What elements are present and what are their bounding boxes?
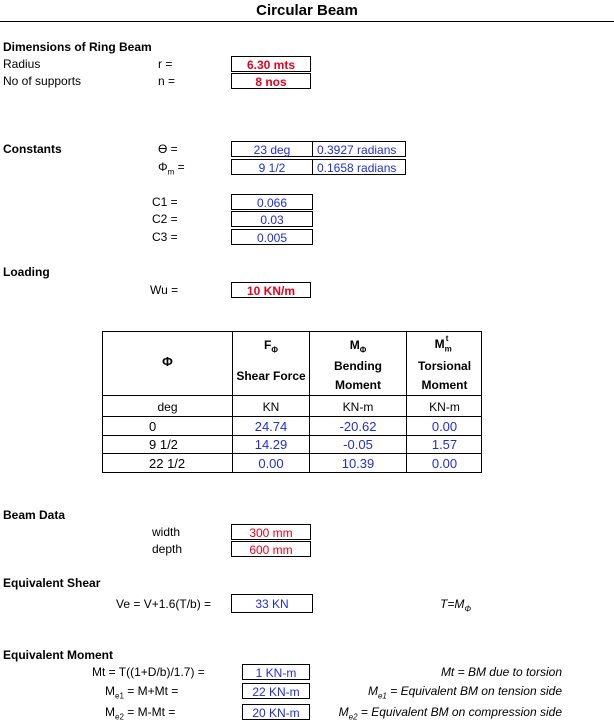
supports-label: No of supports [3, 74, 82, 88]
phim-symbol: $\Phi_m$ = [158, 160, 185, 177]
table-row-mt: 1.57 [431, 437, 458, 452]
unit-kn: KN [262, 400, 280, 414]
mt-formula: Mt = T((1+D/b)/1.7) = [92, 665, 205, 679]
phi-header: Φ [162, 354, 173, 369]
table-row-phi: 0 [149, 419, 157, 434]
me1-formula: $M_{e1} = M+Mt$ = [105, 684, 179, 701]
torsional-header: Torsional [417, 359, 472, 373]
table-row-m: -0.05 [343, 437, 373, 452]
table-row-phi: 22 1/2 [149, 456, 186, 471]
torsional-moment-header: Moment [421, 378, 468, 392]
mt-symbol-header: $M_m^t$ [434, 334, 452, 354]
depth-value-cell[interactable]: 600 mm [231, 541, 311, 557]
me1-value-cell[interactable]: 22 KN-m [242, 683, 310, 699]
table-row-mt: 0.00 [431, 419, 458, 434]
constants-header: Constants [3, 142, 62, 156]
shear-note: $T=M_\Phi$ [440, 597, 472, 614]
me1-note: $M_{e1}$ = Equivalent BM on tension side [367, 684, 562, 701]
table-row-m: 10.39 [341, 456, 375, 471]
c3-value-cell[interactable]: 0.005 [231, 229, 313, 245]
beam-data-header: Beam Data [3, 508, 66, 522]
c2-label: C2 = [152, 212, 178, 226]
shear-value-cell[interactable]: 33 KN [231, 594, 313, 613]
table-row-f: 24.74 [254, 419, 288, 434]
radius-symbol: r = [158, 57, 173, 71]
mt-value-cell[interactable]: 1 KN-m [242, 664, 310, 680]
me2-value-cell[interactable]: 20 KN-m [242, 704, 310, 720]
bending-header: Bending [334, 359, 382, 373]
mt-note: Mt = BM due to torsion [440, 665, 562, 679]
f-symbol-header: $F_\Phi$ [264, 338, 278, 355]
equivalent-shear-header: Equivalent Shear [3, 576, 101, 590]
width-label: width [152, 525, 181, 539]
c3-label: C3 = [152, 230, 178, 244]
wu-value-cell[interactable]: 10 KN/m [231, 282, 311, 298]
table-row-mt: 0.00 [431, 456, 458, 471]
unit-knm-t: KN-m [429, 400, 460, 414]
unit-deg: deg [157, 400, 178, 414]
phim-deg-cell[interactable]: 9 1/2 [231, 159, 313, 175]
radius-value-cell[interactable]: 6.30 mts [231, 56, 311, 72]
radius-label: Radius [3, 57, 41, 71]
table-row-m: -20.62 [339, 419, 377, 434]
force-moment-table [102, 331, 482, 473]
wu-label: Wu = [150, 283, 179, 297]
table-row-f: 14.29 [254, 437, 288, 452]
theta-deg-cell[interactable]: 23 deg [231, 141, 313, 157]
loading-header: Loading [3, 265, 50, 279]
c2-value-cell[interactable]: 0.03 [231, 211, 313, 227]
page-title: Circular Beam [0, 0, 614, 22]
theta-symbol: ϴ = [158, 142, 178, 156]
bending-moment-header: Moment [335, 378, 381, 392]
table-row-phi: 9 1/2 [149, 437, 178, 452]
table-row-f: 0.00 [258, 456, 284, 471]
m-symbol-header: $M_\Phi$ [349, 338, 367, 355]
shear-formula: Ve = V+1.6(T/b) = [116, 597, 212, 611]
c1-label: C1 = [152, 195, 178, 209]
width-value-cell[interactable]: 300 mm [231, 524, 311, 540]
dimensions-header: Dimensions of Ring Beam [3, 40, 152, 54]
me2-note: $M_{e2}$ = Equivalent BM on compression side [338, 705, 562, 722]
supports-symbol: n = [158, 74, 176, 88]
shear-force-header: Shear Force [236, 369, 306, 383]
me2-formula: $M_{e2} = M-Mt$ = [105, 705, 176, 722]
unit-knm: KN-m [342, 400, 374, 414]
equivalent-moment-header: Equivalent Moment [3, 648, 114, 662]
phim-rad-cell[interactable]: 0.1658 radians [312, 159, 406, 175]
c1-value-cell[interactable]: 0.066 [231, 194, 313, 210]
depth-label: depth [152, 542, 183, 556]
theta-rad-cell[interactable]: 0.3927 radians [312, 141, 406, 157]
supports-value-cell[interactable]: 8 nos [231, 73, 311, 89]
